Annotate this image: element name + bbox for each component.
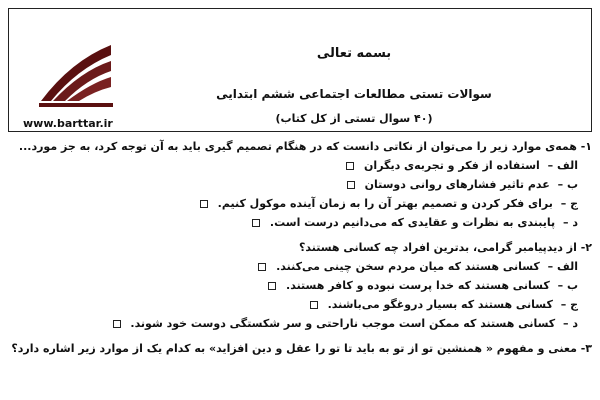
option-label: ج – xyxy=(560,298,578,311)
option-text: کسانی هستند که خدا پرست نبوده و کافر هستند. xyxy=(286,279,550,292)
question-3: ۳- معنی و مفهوم « همنشین تو از تو به باید تا تو را عقل و دین افزاید» به کدام یک از موارد زیر اشاره دارد؟ xyxy=(11,342,592,355)
page-subtitle: سوالات تستی مطالعات اجتماعی ششم ابتدایی xyxy=(216,87,492,101)
option-row xyxy=(10,216,592,229)
option-text: پایبندی به نظرات و عقایدی که می‌دانیم درست است. xyxy=(269,216,556,229)
option-checkbox[interactable] xyxy=(346,162,354,170)
option-text: کسانی هستند که بسیار دروغگو می‌باشند. xyxy=(327,298,553,311)
option-checkbox[interactable] xyxy=(252,219,260,227)
option-label: ب – xyxy=(557,178,578,191)
questions xyxy=(10,140,592,361)
option-checkbox[interactable] xyxy=(347,181,355,189)
option-row xyxy=(10,159,592,172)
option-checkbox[interactable] xyxy=(258,263,266,271)
page-note: (۴۰ سوال تستی از کل کتاب) xyxy=(275,112,433,125)
option-row xyxy=(10,279,592,292)
option-label: د – xyxy=(563,216,578,229)
option-text: استفاده از فکر و تجربه‌ی دیگران xyxy=(364,159,540,172)
option-checkbox[interactable] xyxy=(268,282,276,290)
option-label: ب – xyxy=(557,279,578,292)
option-text: عدم تاثیر فشارهای روانی دوستان xyxy=(364,178,550,191)
option-label: د – xyxy=(563,317,578,330)
option-text: کسانی هستند که میان مردم سخن چینی می‌کنند. xyxy=(276,260,540,273)
question-1: ۱- همه‌ی موارد زیر را می‌توان از نکاتی دانست که در هنگام تصمیم گیری باید به آن توجه کرد، به جز مورد... xyxy=(18,140,592,153)
option-text: برای فکر کردن و تصمیم بهتر آن را به زمان آینده موکول کنیم. xyxy=(217,197,553,210)
option-row xyxy=(10,178,592,191)
option-checkbox[interactable] xyxy=(310,301,318,309)
option-row xyxy=(10,197,592,210)
option-row xyxy=(10,298,592,311)
option-checkbox[interactable] xyxy=(113,320,121,328)
question-2: ۲- از دیدپیامبر گرامی، بدترین افراد چه کسانی هستند؟ xyxy=(298,241,592,254)
option-label: ج – xyxy=(560,197,578,210)
option-label: الف – xyxy=(547,260,578,273)
option-row xyxy=(10,317,592,330)
option-label: الف – xyxy=(547,159,578,172)
option-text: کسانی هستند که ممکن است موجب ناراحتی و سر شکستگی دوست خود شوند. xyxy=(130,317,556,330)
option-row xyxy=(10,260,592,273)
page-title: بسمه تعالی xyxy=(316,46,392,61)
site-url: www.barttar.ir xyxy=(23,117,113,130)
logo-icon xyxy=(31,41,119,113)
option-checkbox[interactable] xyxy=(200,200,208,208)
header-box xyxy=(8,8,592,132)
